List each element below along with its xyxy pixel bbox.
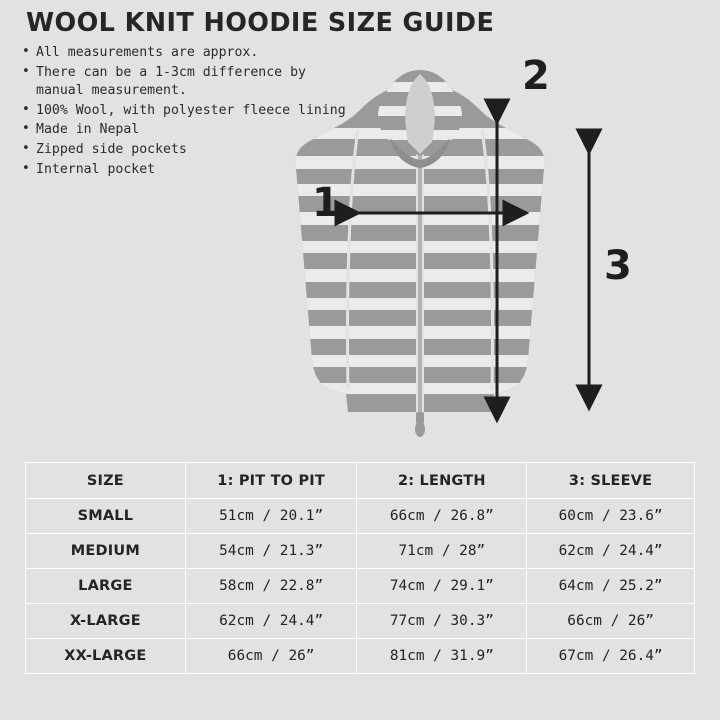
list-item: • There can be a 1-3cm difference by manual measurement. bbox=[20, 64, 350, 101]
cell-size: XX-LARGE bbox=[26, 639, 186, 674]
cell-sleeve: 62cm / 24.4” bbox=[527, 534, 695, 569]
cell-length: 71cm / 28” bbox=[357, 534, 527, 569]
cell-sleeve: 60cm / 23.6” bbox=[527, 499, 695, 534]
cell-size: SMALL bbox=[26, 499, 186, 534]
column-header-pit: 1: PIT TO PIT bbox=[185, 463, 357, 499]
cell-pit: 58cm / 22.8” bbox=[185, 569, 357, 604]
cell-sleeve: 64cm / 25.2” bbox=[527, 569, 695, 604]
list-item: • Internal pocket bbox=[20, 161, 350, 180]
cell-pit: 51cm / 20.1” bbox=[185, 499, 357, 534]
cell-length: 77cm / 30.3” bbox=[357, 604, 527, 639]
cell-sleeve: 67cm / 26.4” bbox=[527, 639, 695, 674]
table-row bbox=[26, 534, 695, 569]
cell-length: 81cm / 31.9” bbox=[357, 639, 527, 674]
list-item: • 100% Wool, with polyester fleece lining bbox=[20, 102, 350, 121]
cell-size: LARGE bbox=[26, 569, 186, 604]
cell-size: MEDIUM bbox=[26, 534, 186, 569]
cell-pit: 54cm / 21.3” bbox=[185, 534, 357, 569]
table-header-row bbox=[26, 463, 695, 499]
table-row bbox=[26, 604, 695, 639]
cell-pit: 62cm / 24.4” bbox=[185, 604, 357, 639]
cell-length: 66cm / 26.8” bbox=[357, 499, 527, 534]
column-header-length: 2: LENGTH bbox=[357, 463, 527, 499]
table-row bbox=[26, 569, 695, 604]
table-row bbox=[26, 499, 695, 534]
cell-length: 74cm / 29.1” bbox=[357, 569, 527, 604]
page-title: WOOL KNIT HOODIE SIZE GUIDE bbox=[26, 8, 495, 38]
dimension-marker-2: 2 bbox=[522, 53, 550, 99]
hoodie-illustration-icon bbox=[270, 60, 570, 440]
list-item: • All measurements are approx. bbox=[20, 44, 350, 63]
size-table bbox=[25, 462, 695, 674]
cell-sleeve: 66cm / 26” bbox=[527, 604, 695, 639]
column-header-size: SIZE bbox=[26, 463, 186, 499]
table-row bbox=[26, 639, 695, 674]
dimension-marker-3: 3 bbox=[604, 243, 632, 289]
dimension-marker-1: 1 bbox=[312, 180, 340, 226]
cell-size: X-LARGE bbox=[26, 604, 186, 639]
column-header-sleeve: 3: SLEEVE bbox=[527, 463, 695, 499]
list-item: • Zipped side pockets bbox=[20, 141, 350, 160]
cell-pit: 66cm / 26” bbox=[185, 639, 357, 674]
list-item: • Made in Nepal bbox=[20, 121, 350, 140]
